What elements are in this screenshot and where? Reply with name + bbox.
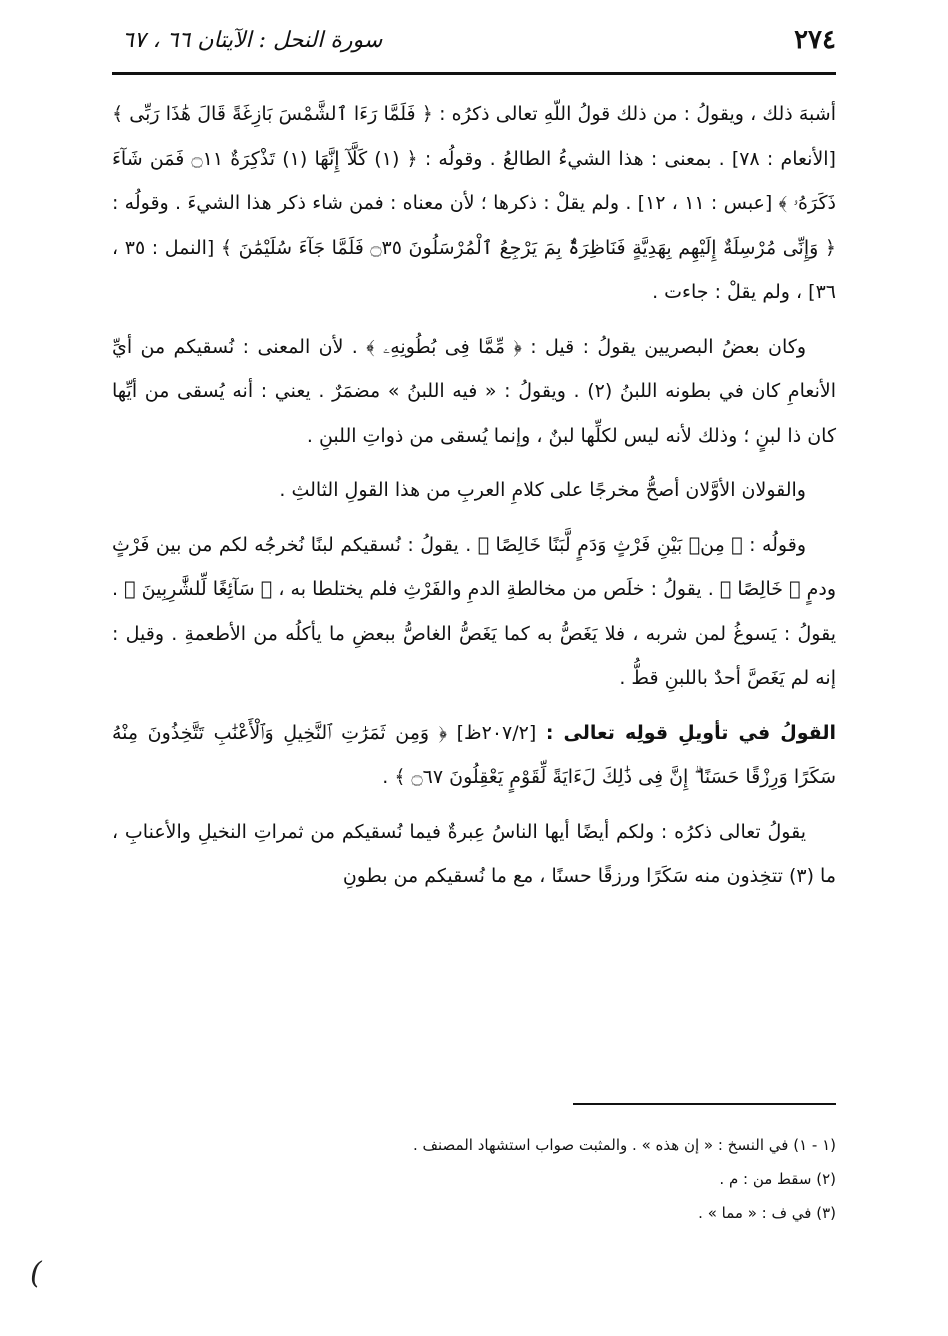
paragraph-3: والقولان الأوَّلان أصحُّ مخرجًا على كلامِ العربِ من هذا القولِ الثالثِ . [279,479,806,501]
page-number: ٢٧٤ [794,25,836,55]
header-rule [112,72,836,75]
footnote-1: (١ - ١) في النسخ : « إن هذه » . والمثبت صواب استشهاد المصنف . [412,1136,836,1154]
running-title: سورة النحل : الآيتان ٦٦ ، ٦٧ [122,27,383,53]
margin-mark: ( [30,1256,42,1291]
page-header [112,18,836,62]
paragraph-6: يقولُ تعالى ذكرُه : ولكم أيضًا أيها الناسُ عِبرةٌ فيما نُسقيكم من ثمراتِ النخيلِ والأعنابِ ، ما (٣) تتخِذون منه سَكَرًا ورزقًا حسنًا ، مع ما نُسقيكم من بطونِ [112,820,836,887]
paragraph-4: وقولُه : ﴿ مِنۢ بَيْنِ فَرْثٍ وَدَمٍ لَّبَنًا خَالِصًا ﴾ . يقولُ : نُسقيكم لبنًا نُخرجُه لكم من بين فَرْثٍ ودمٍ ﴿ خَالِصًا ﴾ . يقولُ : خلَص من مخالطةِ الدمِ والفَرْثِ فلم يختلطا به ، ﴿ سَآئِغًا لِّلشَّٰرِبِينَ ﴾ . يقولُ : يَسوغُ لمن شربه ، فلا يَغَصُّ به كما يَغَصُّ الغاصُّ ببعضِ ما يأكلُه من الأطعمةِ . وقيل : إنه لم يَغَصَّ أحدٌ باللبنِ قطُّ . [112,533,836,689]
footnote-3: (٣) في ف : « مما » . [698,1204,836,1222]
paragraph-1: أشبهَ ذلك ، ويقولُ : من ذلك قولُ اللّهِ تعالى ذكرُه : ﴿ فَلَمَّا رَءَا ٱلشَّمْسَ بَازِغَةً قَالَ هَٰذَا رَبِّى ﴾ [الأنعام : ٧٨] . بمعنى : هذا الشيءُ الطالعُ . وقولُه : ﴿ (١) كَلَّآ إِنَّهَا (١) تَذْكِرَةٌ ۝١١ فَمَن شَآءَ ذَكَرَهُۥ ﴾ [عبس : ١١ ، ١٢] . ولم يقلْ : ذكرها ؛ لأن معناه : فمن شاء ذكر هذا الشيءَ . وقولُه : ﴿ وَإِنِّى مُرْسِلَةٌ إِلَيْهِم بِهَدِيَّةٍ فَنَاظِرَةٌۢ بِمَ يَرْجِعُ ٱلْمُرْسَلُونَ ۝٣٥ فَلَمَّا جَآءَ سُلَيْمَٰنَ ﴾ [النمل : ٣٥ ، ٣٦] ، ولم يقلْ : جاءت . [112,103,837,303]
main-text [112,92,836,899]
paragraph-5-text: [٢٠٧/٢ظ] ﴿ وَمِن ثَمَرَٰتِ ٱلنَّخِيلِ وَٱلْأَعْنَٰبِ تَتَّخِذُونَ مِنْهُ سَكَرًا وَرِزْقًا حَسَنًا ۗ إِنَّ فِى ذَٰلِكَ لَءَايَةً لِّقَوْمٍ يَعْقِلُونَ ۝٦٧ ﴾ . [112,721,836,788]
footnotes [112,1128,836,1230]
footnote-2: (٢) سقط من : م . [719,1170,836,1188]
paragraph-5 [112,711,836,800]
paragraph-2: وكان بعضُ البصريين يقولُ : قيل : ﴿ مِّمَّا فِى بُطُونِهِۦ ﴾ . لأن المعنى : نُسقيكم من أيِّ الأنعامِ كان في بطونه اللبنُ (٢) . ويقولُ : « فيه اللبنُ » مضمَرٌ . يعني : أنه يُسقى من أيِّها كان ذا لبنٍ ؛ وذلك لأنه ليس لكلِّها لبنٌ ، وإنما يُسقى من ذواتِ اللبنِ . [112,335,836,447]
footnote-rule [573,1103,836,1105]
section-heading: القولُ في تأويلِ قولِه تعالى : [545,721,837,744]
